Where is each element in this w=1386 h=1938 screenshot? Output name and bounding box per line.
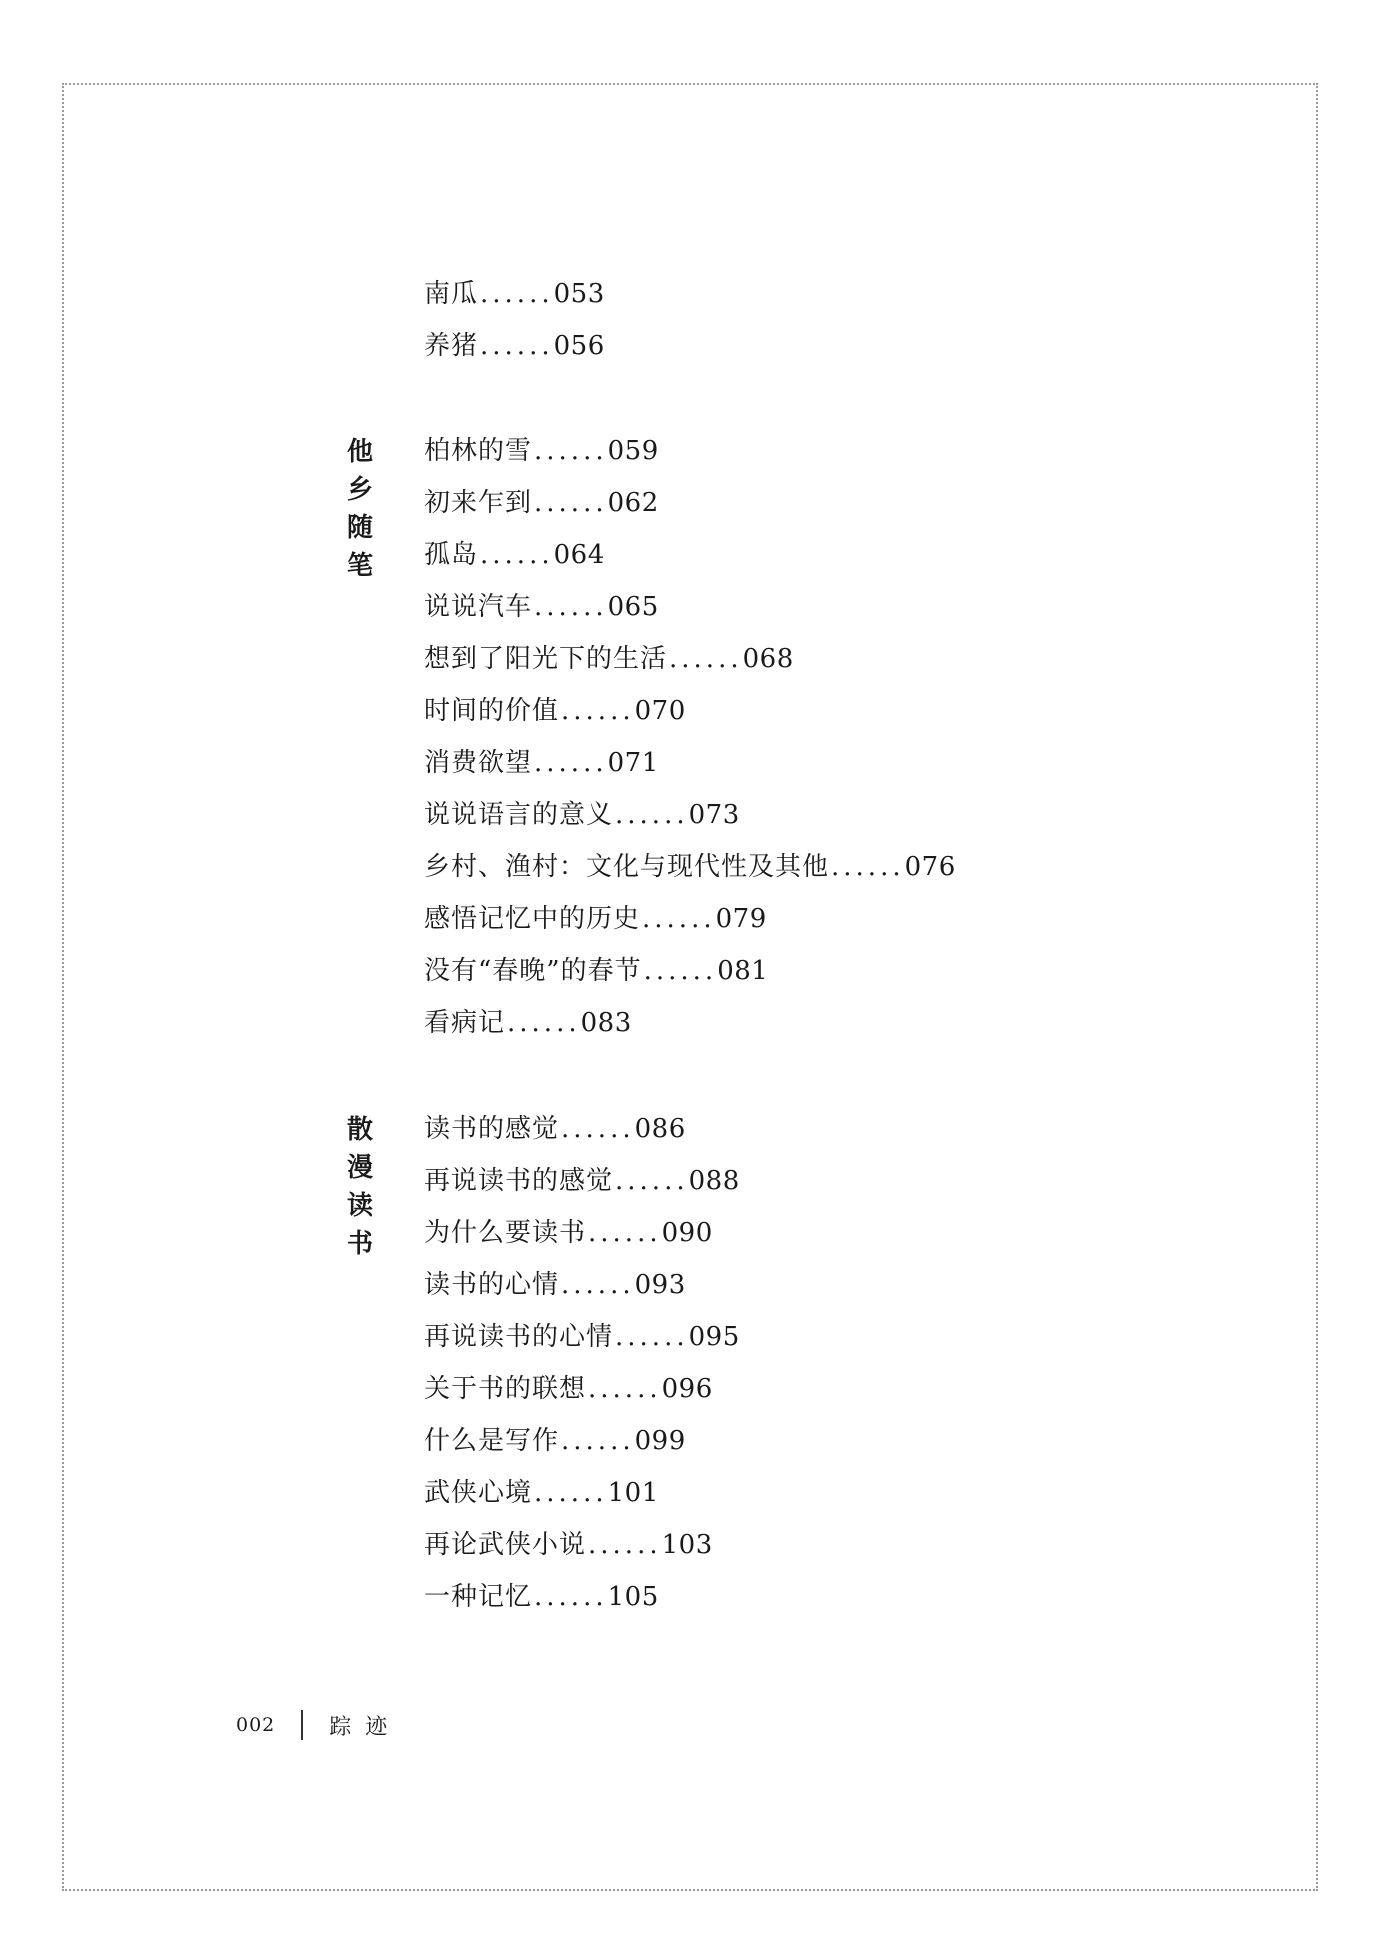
dot-leader: ...... [534, 1582, 608, 1612]
toc-entry[interactable] [424, 1519, 740, 1571]
entry-title: 消费欲望 [424, 748, 533, 778]
entry-page-number: 056 [553, 331, 605, 361]
entry-page-number: 073 [688, 800, 740, 830]
toc-entry[interactable] [424, 1103, 740, 1155]
dot-leader: ...... [507, 1008, 581, 1038]
toc-entry[interactable] [424, 997, 956, 1049]
entry-title: 初来乍到 [424, 488, 533, 518]
toc-entry[interactable] [424, 268, 605, 320]
entry-title: 说说语言的意义 [424, 800, 614, 830]
toc-entry[interactable] [424, 581, 956, 633]
toc-entry[interactable] [424, 685, 956, 737]
entry-page-number: 083 [580, 1008, 632, 1038]
entry-page-number: 099 [634, 1426, 686, 1456]
toc-entry-list [424, 268, 605, 372]
entry-page-number: 093 [634, 1270, 686, 1300]
entry-page-number: 081 [717, 956, 769, 986]
dot-leader: ...... [480, 331, 554, 361]
entry-title: 看病记 [424, 1008, 506, 1038]
entry-title: 再论武侠小说 [424, 1530, 587, 1560]
toc-entry[interactable] [424, 893, 956, 945]
entry-title: 想到了阳光下的生活 [424, 644, 668, 674]
dot-leader: ...... [615, 1322, 689, 1352]
entry-title: 再说读书的感觉 [424, 1166, 614, 1196]
toc-entry[interactable] [424, 1155, 740, 1207]
dot-leader: ...... [588, 1374, 662, 1404]
entry-title: 一种记忆 [424, 1582, 533, 1612]
entry-page-number: 088 [688, 1166, 740, 1196]
entry-page-number: 064 [553, 540, 605, 570]
dot-leader: ...... [669, 644, 743, 674]
entry-page-number: 076 [904, 852, 956, 882]
entry-page-number: 096 [661, 1374, 713, 1404]
entry-title: 为什么要读书 [424, 1218, 587, 1248]
entry-page-number: 059 [607, 436, 659, 466]
dot-leader: ...... [615, 800, 689, 830]
dot-leader: ...... [534, 436, 608, 466]
entry-page-number: 095 [688, 1322, 740, 1352]
entry-title: 乡村、渔村：文化与现代性及其他 [424, 852, 830, 882]
toc-entry[interactable] [424, 633, 956, 685]
toc-entry[interactable] [424, 1207, 740, 1259]
footer-book-title: 踪迹 [329, 1714, 402, 1740]
dot-leader: ...... [561, 1426, 635, 1456]
entry-page-number: 086 [634, 1114, 686, 1144]
entry-title: 再说读书的心情 [424, 1322, 614, 1352]
dot-leader: ...... [642, 904, 716, 934]
entry-page-number: 065 [607, 592, 659, 622]
entry-page-number: 090 [661, 1218, 713, 1248]
toc-entry[interactable] [424, 1467, 740, 1519]
entry-page-number: 101 [607, 1478, 659, 1508]
dot-leader: ...... [534, 1478, 608, 1508]
entry-title: 时间的价值 [424, 696, 560, 726]
entry-page-number: 071 [607, 748, 659, 778]
toc-entry[interactable] [424, 1363, 740, 1415]
dot-leader: ...... [561, 696, 635, 726]
toc-entry-list [424, 425, 956, 1049]
entry-page-number: 105 [607, 1582, 659, 1612]
dot-leader: ...... [561, 1114, 635, 1144]
section-label: 他乡随笔 [346, 437, 373, 581]
toc-entry-list [424, 1103, 740, 1623]
dot-leader: ...... [534, 748, 608, 778]
entry-page-number: 070 [634, 696, 686, 726]
entry-page-number: 068 [742, 644, 794, 674]
toc-entry[interactable] [424, 425, 956, 477]
entry-page-number: 062 [607, 488, 659, 518]
toc-entry[interactable] [424, 529, 956, 581]
footer-page-number: 002 [236, 1714, 276, 1736]
toc-entry[interactable] [424, 1571, 740, 1623]
toc-entry[interactable] [424, 477, 956, 529]
entry-page-number: 103 [661, 1530, 713, 1560]
entry-title: 柏林的雪 [424, 436, 533, 466]
entry-title: 武侠心境 [424, 1478, 533, 1508]
dot-leader: ...... [643, 956, 718, 986]
toc-entry[interactable] [424, 1259, 740, 1311]
entry-title: 没有“春晚”的春节 [424, 956, 642, 986]
dot-leader: ...... [480, 279, 554, 309]
toc-entry[interactable] [424, 737, 956, 789]
dot-leader: ...... [588, 1530, 662, 1560]
toc-entry[interactable] [424, 1415, 740, 1467]
entry-title: 孤岛 [424, 540, 479, 570]
entry-title: 什么是写作 [424, 1426, 560, 1456]
entry-title: 说说汽车 [424, 592, 533, 622]
dot-leader: ...... [534, 592, 608, 622]
entry-page-number: 079 [715, 904, 767, 934]
dot-leader: ...... [534, 488, 608, 518]
dot-leader: ...... [615, 1166, 689, 1196]
toc-entry[interactable] [424, 945, 956, 997]
entry-title: 南瓜 [424, 279, 479, 309]
toc-entry[interactable] [424, 789, 956, 841]
dot-leader: ...... [561, 1270, 635, 1300]
toc-entry[interactable] [424, 1311, 740, 1363]
dot-leader: ...... [831, 852, 905, 882]
entry-title: 养猪 [424, 331, 479, 361]
entry-title: 关于书的联想 [424, 1374, 587, 1404]
entry-title: 感悟记忆中的历史 [424, 904, 641, 934]
toc-entry[interactable] [424, 320, 605, 372]
toc-entry[interactable] [424, 841, 956, 893]
footer-divider [301, 1710, 303, 1740]
entry-title: 读书的心情 [424, 1270, 560, 1300]
page-footer [236, 1708, 401, 1742]
section-label: 散漫读书 [346, 1115, 373, 1259]
dot-leader: ...... [588, 1218, 662, 1248]
dot-leader: ...... [480, 540, 554, 570]
entry-title: 读书的感觉 [424, 1114, 560, 1144]
entry-page-number: 053 [553, 279, 605, 309]
